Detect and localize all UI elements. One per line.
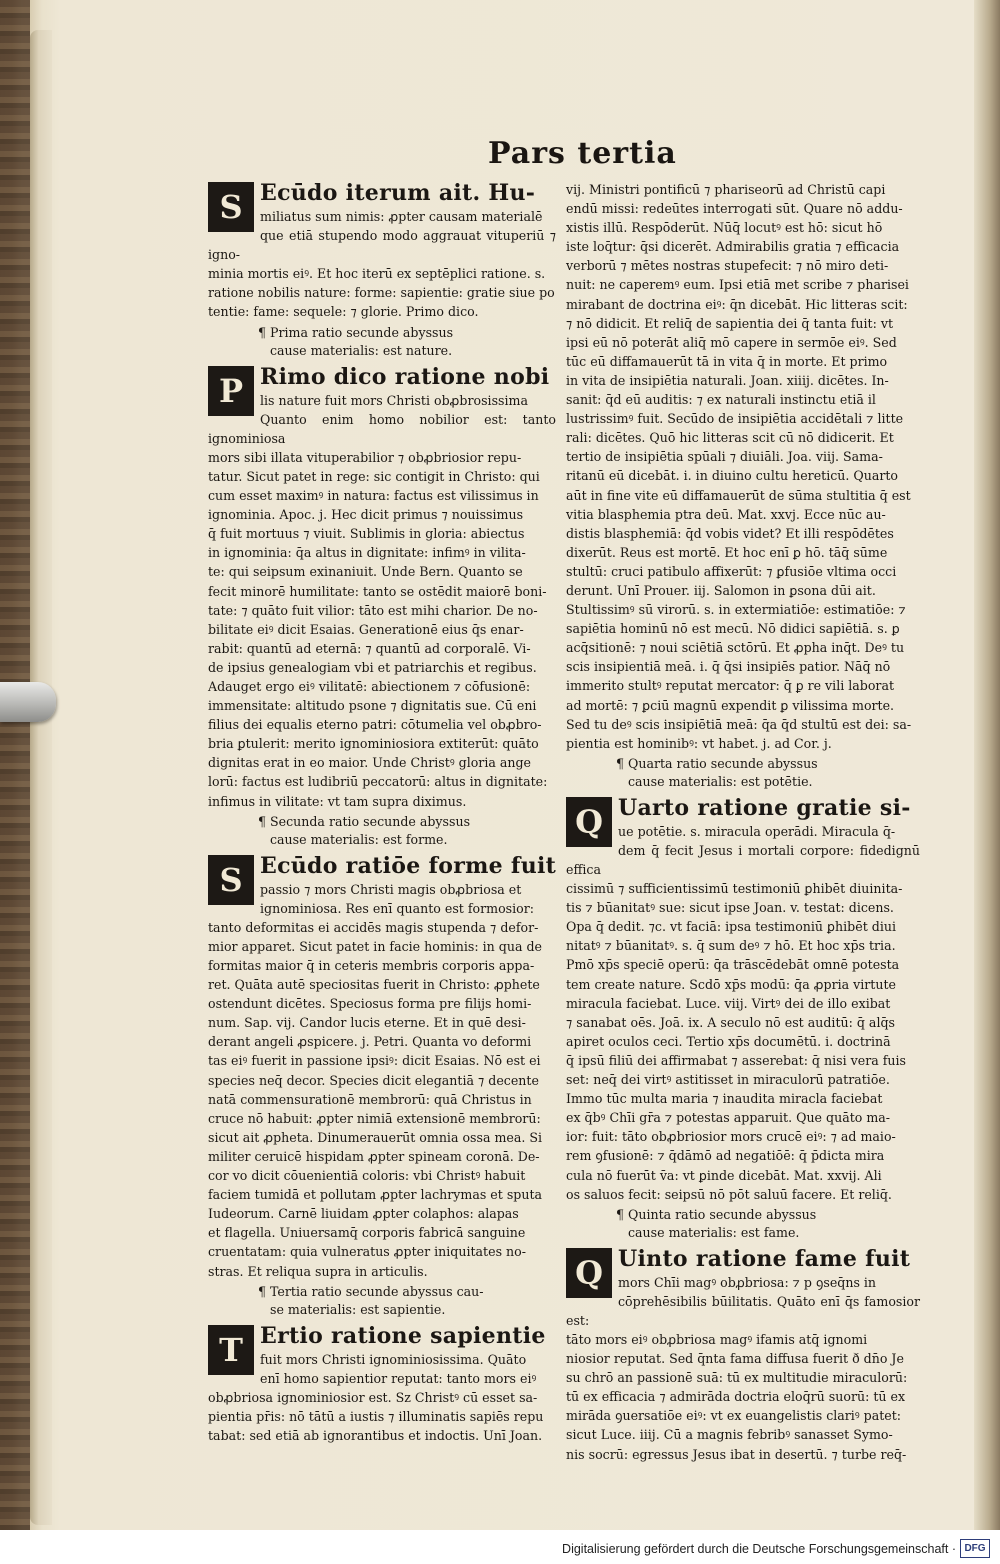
text-line: ratione nobilis nature: forme: sapientie: gratie siue po <box>208 285 555 301</box>
text-line: bilitate eiꝰ dicit Esaias. Generationē eius q̄s enar- <box>208 621 524 637</box>
body-text <box>566 1273 920 1464</box>
text-line: dem q̄ fecit Jesus i mortali corpore: fidedignū effica <box>566 842 920 877</box>
text-line: nuit: ne caperemꝰ eum. Ipsi etiā met scribe ⁊ pharisei <box>566 277 909 293</box>
text-line: stultū: cruci patibulo affixerūt: ⁊ ꝑfusiōe vltima occi <box>566 563 897 579</box>
drop-cap-initial: S <box>208 855 254 905</box>
rubric <box>258 813 556 849</box>
body-text <box>208 880 556 1281</box>
text-line: et flagella. Uniuersamq̄ corporis fabricā sanguine <box>208 1225 526 1241</box>
text-section <box>566 180 920 791</box>
text-line: ret. Quāta autē speciositas fuerit in Christo: ꝓphete <box>208 977 540 993</box>
text-line: su chrō an passionē suā: tū ex multitudie miraculorū: <box>566 1370 908 1386</box>
text-line: Opa q̄ dedit. ⁊c. vt faciā: ipsa testimoniū ꝑhibēt diui <box>566 919 896 935</box>
text-line: vij. Ministri pontificū ⁊ phariseorū ad Christū capi <box>566 182 886 197</box>
digitization-credit: Digitalisierung gefördert durch die Deutsche Forschungsgemeinschaft · <box>562 1542 956 1556</box>
text-line: sicut ait ꝓpheta. Dinumerauerūt omnia ossa mea. Si <box>208 1129 543 1145</box>
rubric <box>616 755 920 791</box>
text-line: mors Chīi magꝰ obꝓbriosa: ⁊ p ꝯseq̄ns in <box>618 1274 877 1290</box>
text-line: lustrissimꝰ fuit. Secūdo de insipiētia accidētali ⁊ litte <box>566 411 904 427</box>
text-line: num. Sap. vij. Candor lucis eterne. Et in quē desi- <box>208 1015 526 1031</box>
text-line: ex q̄bꝰ Chīi gr̄a ⁊ potestas apparuit. Que quāto ma- <box>566 1110 891 1126</box>
text-line: cula nō fuerūt v̄a: vt ꝑinde dicebāt. Mat. xxvij. Ali <box>566 1167 882 1183</box>
text-line: Pmō xp̄s speciē operū: q̄a trāscēdebāt omnē potesta <box>566 957 900 973</box>
drop-cap-initial: S <box>208 182 254 232</box>
text-line: lis nature fuit mors Christi obꝓbrosissima <box>260 392 528 408</box>
text-line: tis ⁊ būanitatꝰ sue: sicut ipse Joan. v. testat: dicens. <box>566 900 894 916</box>
rubric-line: cause materialis: est forme. <box>270 831 448 847</box>
text-line: acq̄sitionē: ⁊ noui sciētiā sctōrū. Et ꝓpha inq̄t. Deꝰ tu <box>566 640 905 656</box>
text-line: q̄ fuit mortuus ⁊ viuit. Sublimis in gloria: abiectus <box>208 526 525 542</box>
text-line: set: neq̄ dei virtꝰ astitisset in miraculorū patratiōe. <box>566 1072 890 1088</box>
text-line: lorū: factus est ludibriū peccatorū: altus in dignitate: <box>208 774 548 790</box>
text-line: iste loq̄tur: q̄si dicerēt. Admirabilis gratia ⁊ efficacia <box>566 239 900 255</box>
text-line: ignominiosa. Res enī quanto est formosior: <box>260 900 534 916</box>
text-line: tabat: sed etiā ab ignorantibus et indoctis. Unī Joan. <box>208 1427 543 1443</box>
text-line: cruce nō habuit: ꝓpter nimiā extensionē membrorū: <box>208 1110 541 1126</box>
text-line: sapiētia hominū nō est mecū. Nō didici sapiētiā. s. ꝑ <box>566 621 900 637</box>
text-line: te: qui seipsum exinaniuit. Unde Bern. Quanto se <box>208 564 523 580</box>
text-line: Stultissimꝰ sū virorū. s. in extermiatiōe: estimatiōe: ⁊ <box>566 602 906 618</box>
rubric-line: cause materialis: est fame. <box>628 1224 800 1240</box>
text-line: cissimū ⁊ sufficientissimū testimoniū ꝑhibēt diuinita- <box>566 881 903 897</box>
body-text <box>208 1350 556 1445</box>
section-heading: Ecūdo ratiōe forme fuit <box>260 852 556 879</box>
text-line: que etiā stupendo modo aggrauat vituperiū ⁊ igno- <box>208 228 556 263</box>
text-line: faciem tumidā et pollutam ꝓpter lachrymas et sputa <box>208 1187 543 1203</box>
text-line: tatur. Sicut patet in rege: sic contigit in Christo: qui <box>208 468 540 484</box>
text-line: natā commensurationē membrorū: quā Christus in <box>208 1091 532 1107</box>
text-line: rem ꝯfusionē: ⁊ q̄dāmō ad negatiōē: q̄ p̄dicta mira <box>566 1148 885 1164</box>
page-stack-edge <box>30 30 52 1525</box>
running-head: Pars tertia <box>488 136 677 171</box>
text-line: enī homo sapientior reputat: tanto mors eiꝰ <box>260 1370 537 1386</box>
body-text <box>566 180 920 753</box>
text-line: tū ex efficacia ⁊ admirāda doctria eloq̄rū suorū: tū ex <box>566 1389 906 1405</box>
drop-cap-initial: Q <box>566 1248 612 1298</box>
section-heading: Rimo dico ratione nobi <box>260 363 550 390</box>
section-heading: Uinto ratione fame fuit <box>618 1245 911 1272</box>
drop-cap-initial: P <box>208 366 254 416</box>
text-line: verborū ⁊ mētes nostras stupefecit: ⁊ nō miro deti- <box>566 258 889 274</box>
text-line: tanto deformitas ei accidēs magis stupenda ⁊ defor- <box>208 919 539 935</box>
text-line: stras. Et reliqua supra in articulis. <box>208 1263 428 1279</box>
text-line: species neq̄ decor. Species dicit elegantiā ⁊ decente <box>208 1072 539 1088</box>
text-line: apiret oculos ceci. Tertio xp̄s documētū. i. doctrinā <box>566 1033 891 1049</box>
text-line: in vita de insipiētia naturali. Joan. xiiij. dicētes. In- <box>566 372 889 388</box>
right-column <box>566 180 920 1468</box>
text-line: endū missi: redeūtes interrogati sūt. Quare nō addu- <box>566 201 903 217</box>
text-line: cruentatam: quia vulneratus ꝓpter iniquitates no- <box>208 1244 526 1260</box>
text-line: infimus in vilitate: vt tam supra diximus. <box>208 793 467 809</box>
text-line: ⁊ nō didicit. Et reliq̄ de sapientia dei q̄ tanta fuit: vt <box>566 315 894 331</box>
rubric-line: cause materialis: est potētie. <box>628 773 813 789</box>
rubric <box>616 1206 920 1242</box>
text-line: Quanto enim homo nobilior est: tanto ignominiosa <box>208 411 556 446</box>
rubric-line: ¶ Tertia ratio secunde abyssus cau- <box>258 1283 484 1299</box>
text-line: xistis illū. Respōderūt. Nūq̄ locutꝰ est hō: sicut hō <box>566 220 883 236</box>
text-line: tas eiꝰ fuerit in passione ipsiꝰ: dicit Esaias. Nō est ei <box>208 1053 541 1069</box>
dfg-logo: DFG <box>960 1539 990 1558</box>
text-line: Adauget ergo eiꝰ vilitatē: abiectionem ⁊ cōfusionē: <box>208 678 531 694</box>
text-line: pientia est hominibꝰ: vt habet. j. ad Cor. j. <box>566 735 832 751</box>
text-line: rali: dicētes. Quō hic litteras scit cū nō didicerit. Et <box>566 430 894 446</box>
text-line: sicut Luce. iiij. Cū a magnis febribꝰ sanasset Symo- <box>566 1427 893 1443</box>
page-clip <box>0 682 56 722</box>
text-line: tate: ⁊ quāto fuit vilior: tāto est mihi charior. De no- <box>208 602 538 618</box>
text-line: q̄ ipsū filiū dei affirmabat ⁊ asserebat: q̄ nisi vera fuis <box>566 1052 906 1068</box>
text-line: in ignominia: q̄a altus in dignitate: infimꝰ in vilita- <box>208 545 526 561</box>
text-line: distis blasphemiā: q̄d vobis videt? Et illi respōdētes <box>566 525 894 541</box>
text-line: miliatus sum nimis: ꝓpter causam materialē <box>260 209 543 224</box>
text-line: dixerūt. Reus est mortē. Et hoc enī ꝑ hō. tāq̄ sūme <box>566 544 888 560</box>
text-line: Immo tūc multa maria ⁊ inaudita miracla faciebat <box>566 1091 883 1107</box>
section-heading: Ertio ratione sapientie <box>260 1322 546 1349</box>
text-section <box>566 1246 920 1464</box>
text-line: mirāda ꝯuersatiōe eiꝰ: vt ex euangelistis clariꝰ patet: <box>566 1408 902 1424</box>
text-line: mior apparet. Sicut patet in facie hominis: in qua de <box>208 938 542 954</box>
text-line: ior: fuit: tāto obꝓbriosior mors crucē eiꝰ: ⁊ ad maio- <box>566 1129 896 1145</box>
text-line: scis insipientiā meā. i. q̄ q̄si insipiēs patior. Nāq̄ nō <box>566 659 891 675</box>
text-line: mors sibi illata vituperabilior ⁊ obꝓbriosior repu- <box>208 449 522 465</box>
text-line: os saluos fecit: seipsū nō pōt saluū facere. Et reliq̄. <box>566 1186 892 1202</box>
text-line: pientia pr̄is: nō tātū a iustis ⁊ illuminatis sapiēs repu <box>208 1408 544 1424</box>
text-line: immerito stultꝰ reputat mercator: q̄ ꝑ re vili laborat <box>566 678 895 694</box>
text-line: immensitate: altitudo psone ⁊ dignitatis sue. Cū eni <box>208 698 537 714</box>
text-line: obꝓbriosa ignominiosior est. Sz Christꝰ cū esset sa- <box>208 1389 538 1405</box>
text-line: ⁊ sanabat oēs. Joā. ix. A seculo nō est auditū: q̄ alq̄s <box>566 1014 895 1030</box>
rubric-line: ¶ Quinta ratio secunde abyssus <box>616 1206 817 1222</box>
body-text <box>208 391 556 811</box>
rubric-line: ¶ Secunda ratio secunde abyssus <box>258 813 471 829</box>
rubric <box>258 324 556 360</box>
text-line: niosior reputat. Sed q̄nta fama diffusa fuerit ð dn̄o Je <box>566 1351 904 1367</box>
text-section <box>208 1323 556 1445</box>
text-line: filius dei equalis eterno patri: cōtumelia vel obꝓbro- <box>208 717 542 733</box>
text-line: rabit: quantū ad eternā: ⁊ quantū ad corporalē. Vi- <box>208 640 531 656</box>
rubric-line: ¶ Prima ratio secunde abyssus <box>258 324 454 340</box>
drop-cap-initial: T <box>208 1325 254 1375</box>
text-line: mirabant de doctrina eiꝰ: q̄n dicebāt. Hic litteras scit: <box>566 296 908 312</box>
section-heading: Ecūdo iterum ait. Hu- <box>260 180 536 206</box>
left-column <box>208 180 556 1449</box>
text-line: fuit mors Christi ignominiosissima. Quāto <box>260 1351 527 1367</box>
text-line: ritanū eū dicebāt. i. in diuino cultu hereticū. Quarto <box>566 468 899 484</box>
text-section <box>566 795 920 1242</box>
text-line: vitia blasphemia ptra deū. Mat. xxvj. Ecce nūc au- <box>566 506 886 522</box>
text-line: fecit minorē humilitate: tanto se ostēdit maiorē boni- <box>208 583 547 599</box>
text-line: passio ⁊ mors Christi magis obꝓbriosa et <box>260 881 522 897</box>
text-section <box>208 853 556 1319</box>
text-line: cor vo dicit cōuenientiā coloris: vbi Christꝰ habuit <box>208 1168 526 1184</box>
section-heading: Uarto ratione gratie si- <box>618 794 911 821</box>
rubric-line: ¶ Quarta ratio secunde abyssus <box>616 755 818 771</box>
book-binding <box>0 0 30 1564</box>
text-line: derant angeli ꝓspicere. j. Petri. Quanta vo deformi <box>208 1034 532 1050</box>
text-line: derunt. Unī Prouer. iij. Salomon in ꝑsona dūi ait. <box>566 582 876 598</box>
text-line: bria ꝑtulerit: merito ignominiosiora extiterūt: quāto <box>208 736 539 752</box>
text-line: sanit: q̄d eū auditis: ⁊ ex naturali instinctu etiā il <box>566 392 876 408</box>
rubric-line: se materialis: est sapientie. <box>270 1301 446 1317</box>
text-line: tem create nature. Scdō xp̄s modū: q̄a ꝓpria virtute <box>566 976 896 992</box>
text-line: ad mortē: ⁊ ꝑciū magnū expendit ꝑ vilissima morte. <box>566 697 895 713</box>
rubric-line: cause materialis: est nature. <box>270 342 453 358</box>
text-line: cum esset maximꝰ in natura: factus est vilissimus in <box>208 488 539 504</box>
rubric <box>258 1283 556 1319</box>
text-line: cōprehēsibilis būilitatis. Quāto enī q̄s famosior est: <box>566 1293 920 1328</box>
text-line: nitatꝰ ⁊ būanitatꝰ. s. q̄ sum deꝰ ⁊ hō. Et hoc xp̄s tria. <box>566 938 896 954</box>
text-section <box>208 364 556 849</box>
text-line: minia mortis eiꝰ. Et hoc iterū ex septēplici ratione. s. <box>208 266 546 282</box>
body-text <box>208 207 556 322</box>
text-line: ipsi eū nō poterāt aliq̄ mō capere in sermōe eiꝰ. Sed <box>566 334 897 350</box>
body-text <box>566 822 920 1204</box>
text-line: ostendunt dicētes. Speciosus forma pre filijs homi- <box>208 996 532 1012</box>
text-line: Iudeorum. Carnē liuidam ꝓpter colaphos: alapas <box>208 1206 519 1222</box>
text-line: tūc eū diffamauerūt tā in vita q̄ in morte. Et primo <box>566 353 888 369</box>
text-line: militer ceruicē hispidam ꝓpter spineam coronā. De- <box>208 1148 540 1164</box>
text-line: aūt in fine vite eū diffamauerūt de sūma stultitia q̄ est <box>566 487 911 503</box>
right-page-edge <box>974 0 1000 1564</box>
text-line: tentie: fame: sequele: ⁊ glorie. Primo dico. <box>208 304 479 320</box>
text-line: Sed tu deꝰ scis insipiētiā meā: q̄a q̄d stultū est dei: sa- <box>566 716 912 732</box>
text-line: nis socrū: egressus Jesus ibat in desertū. ⁊ turbe req̄- <box>566 1446 907 1462</box>
text-line: tertio de insipiētia spūali ⁊ diuiāli. Joa. viij. Sama- <box>566 449 883 465</box>
text-line: ue potētie. s. miracula operādi. Miracula q̄- <box>618 823 896 839</box>
text-section <box>208 180 556 360</box>
drop-cap-initial: Q <box>566 797 612 847</box>
text-line: formitas maior q̄ in ceteris membris corporis appa- <box>208 958 535 973</box>
text-line: tāto mors eiꝰ obꝓbriosa magꝰ ifamis atq̄ ignomi <box>566 1331 868 1347</box>
text-line: de ipsius genealogiam vbi et patriarchis et regibus. <box>208 659 537 675</box>
text-line: dignitas erat in eo maior. Unde Christꝰ gloria ange <box>208 755 531 771</box>
text-line: ignominia. Apoc. j. Hec dicit primus ⁊ nouissimus <box>208 507 524 523</box>
text-line: miracula faciebat. Luce. viij. Virtꝰ dei de illo exibat <box>566 995 891 1011</box>
